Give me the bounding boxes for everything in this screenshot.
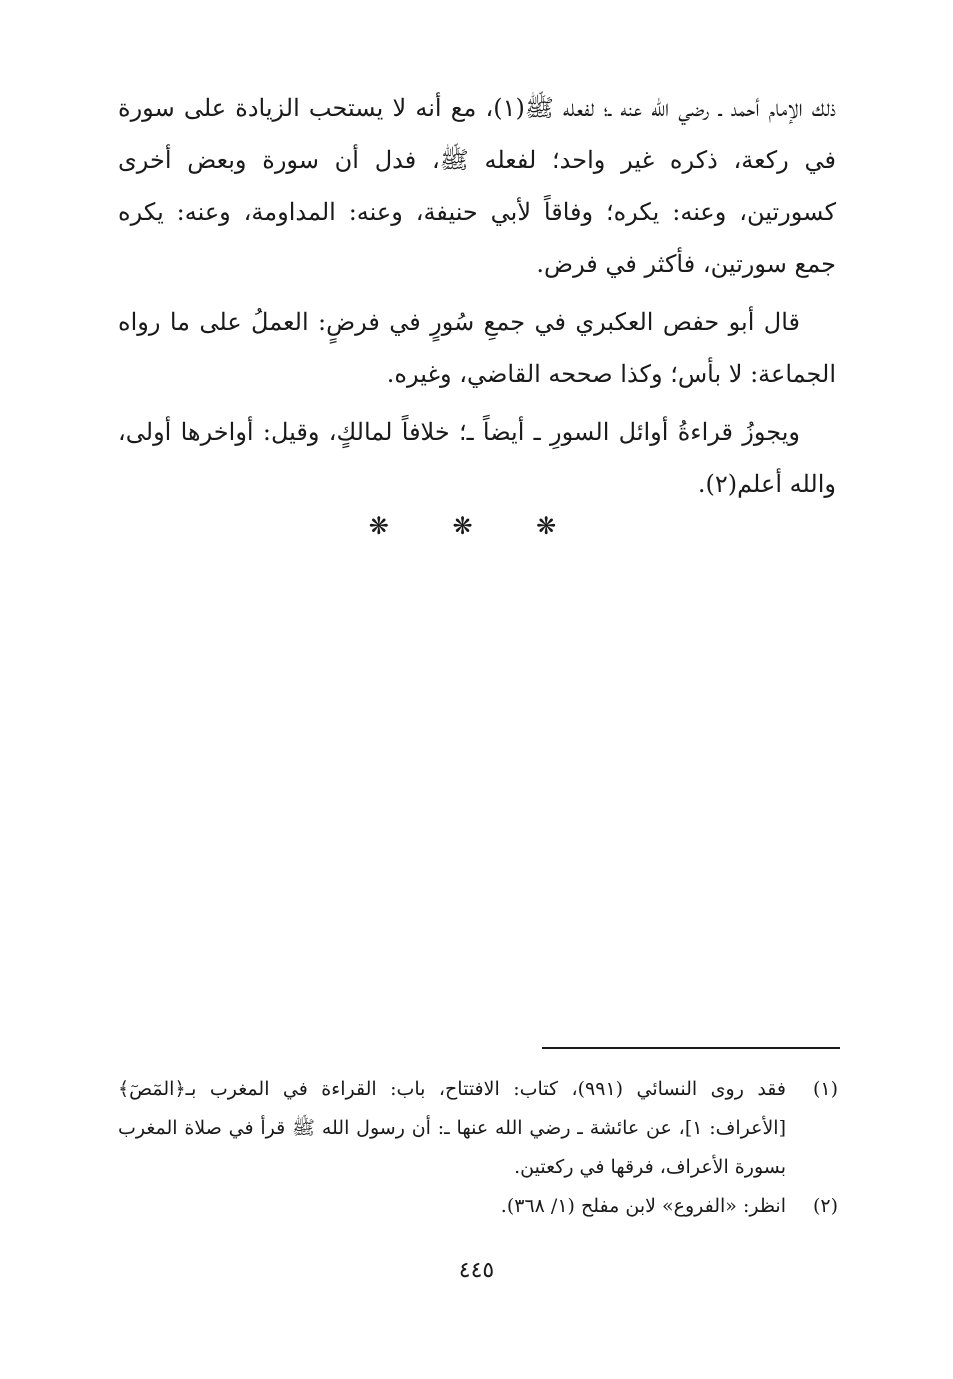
main-text — [118, 82, 836, 516]
footnote-number: (١) — [812, 1078, 838, 1100]
footnote-text: انظر: «الفروع» لابن مفلح (١/ ٣٦٨). — [500, 1195, 786, 1217]
paragraph-3: ويجوزُ قراءةُ أوائل السورِ ـ أيضاً ـ؛ خلافاً لمالكٍ، وقيل: أواخرها أولى، والله أعلم(٢). — [118, 418, 836, 498]
footnote-number: (٢) — [812, 1195, 838, 1217]
footnote-2 — [118, 1187, 838, 1226]
paragraph-1: ذلك الإمام أحمد ـ رضي الله عنه ـ؛ لفعله ﷺ(١)، مع أنه لا يستحب الزيادة على سورة في ركعة، ذكره غير واحد؛ لفعله ﷺ، فدل أن سورة وبعض أخرى كسورتين، وعنه: يكره؛ وفاقاً لأبي حنيفة، وعنه: المداومة، وعنه: يكره جمع سورتين، فأكثر في فرض. — [118, 94, 837, 278]
footnote-1 — [118, 1070, 838, 1187]
footnote-divider — [542, 1047, 840, 1049]
paragraph-2: قال أبو حفص العكبري في جمعِ سُورٍ في فرضٍ: العملُ على ما رواه الجماعة: لا بأس؛ وكذا صححه القاضي، وغيره. — [118, 308, 836, 388]
section-separator: ❋ ❋ ❋ — [368, 512, 585, 540]
footnote-text: فقد روى النسائي (٩٩١)، كتاب: الافتتاح، باب: القراءة في المغرب بـ﴿المٓصٓ﴾ [الأعراف: ١]، عن عائشة ـ رضي الله عنها ـ: أن رسول الله ﷺ قرأ في صلاة المغرب بسورة الأعراف، فرقها في ركعتين. — [118, 1078, 786, 1178]
footnotes — [118, 1070, 838, 1226]
page-number: ٤٤٥ — [458, 1258, 495, 1283]
